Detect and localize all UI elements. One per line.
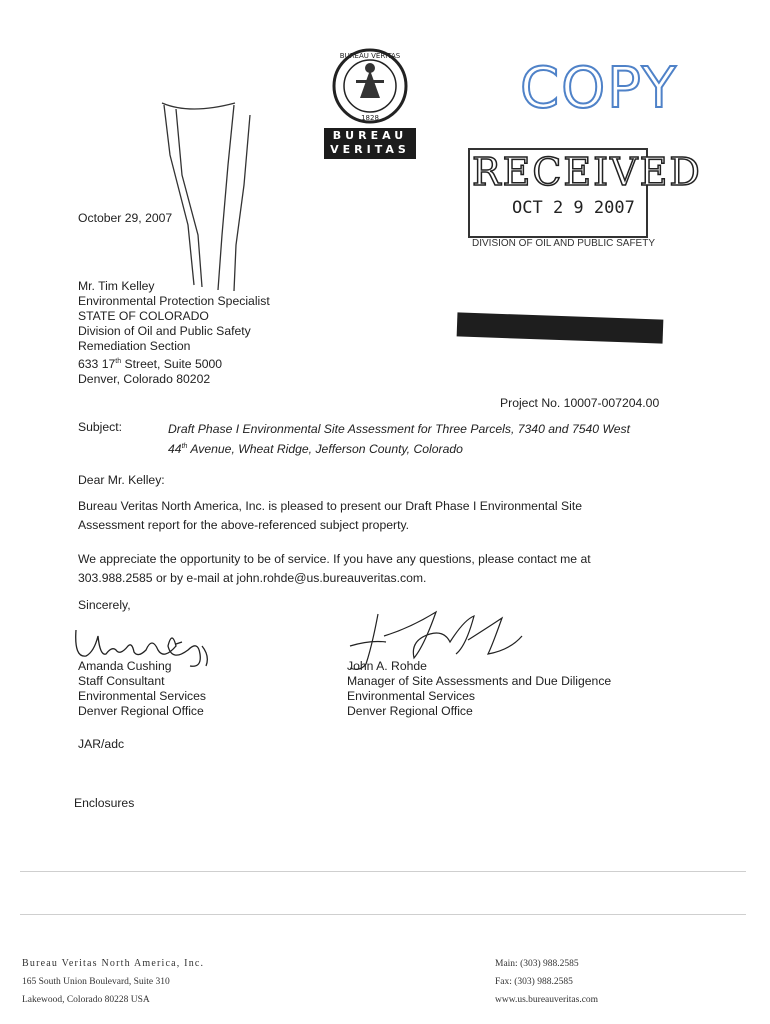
signer-1-office: Denver Regional Office (78, 704, 204, 718)
recipient-address (78, 279, 270, 387)
footer-website: www.us.bureauveritas.com (495, 995, 599, 1005)
subject-line-2-rest: Avenue, Wheat Ridge, Jefferson County, Colorado (187, 442, 463, 457)
received-stamp-division: DIVISION OF OIL AND PUBLIC SAFETY (472, 238, 656, 249)
copy-stamp: COPY (520, 56, 678, 121)
paragraph-1-line-2: Assessment report for the above-referenced subject property. (78, 518, 410, 532)
recipient-division: Division of Oil and Public Safety (78, 324, 251, 338)
salutation: Dear Mr. Kelley: (78, 473, 165, 487)
recipient-org: STATE OF COLORADO (78, 309, 209, 323)
footer-rule-1 (20, 871, 746, 872)
subject-text (168, 420, 668, 458)
paragraph-1-line-1: Bureau Veritas North America, Inc. is pleased to present our Draft Phase I Environmental Site (78, 499, 583, 513)
redaction-bar (457, 312, 664, 343)
seal-year: 1828 (361, 114, 379, 122)
bureau-veritas-seal-logo (330, 46, 410, 126)
enclosures: Enclosures (74, 796, 135, 810)
footer-rule-2 (20, 914, 746, 915)
subject-avenue-suffix: th (181, 443, 188, 450)
paragraph-2 (78, 550, 591, 588)
subject-avenue-number: 44 (168, 442, 182, 457)
signer-1-name: Amanda Cushing (78, 659, 172, 673)
street-suffix: th (115, 358, 122, 365)
paragraph-1 (78, 497, 582, 535)
reference-initials: JAR/adc (78, 737, 125, 751)
recipient-section: Remediation Section (78, 339, 191, 353)
signer-2-block (347, 659, 611, 719)
footer-fax: Fax: (303) 988.2585 (495, 977, 573, 987)
wordmark-line-2: VERITAS (330, 143, 410, 156)
signer-1-dept: Environmental Services (78, 689, 207, 703)
recipient-name: Mr. Tim Kelley (78, 279, 155, 293)
subject-line-2 (168, 438, 668, 458)
footer-company: Bureau Veritas North America, Inc. (22, 958, 205, 969)
recipient-street (78, 354, 270, 372)
footer-company-block (22, 955, 204, 1009)
paragraph-2-line-2: 303.988.2585 or by e-mail at john.rohde@us.bureauveritas.com. (78, 571, 427, 585)
handwritten-bracket-marks (150, 95, 280, 295)
project-number: Project No. 10007-007204.00 (500, 396, 660, 410)
signer-2-title: Manager of Site Assessments and Due Diligence (347, 674, 612, 688)
letter-date: October 29, 2007 (78, 211, 173, 225)
footer-address-2: Lakewood, Colorado 80228 USA (22, 995, 150, 1005)
seal-text: BUREAU VERITAS (339, 52, 401, 60)
subject-label: Subject: (78, 420, 123, 434)
recipient-city: Denver, Colorado 80202 (78, 372, 211, 387)
signer-2-name: John A. Rohde (347, 659, 427, 673)
wordmark-line-1: BUREAU (332, 129, 408, 142)
recipient-title: Environmental Protection Specialist (78, 294, 270, 308)
paragraph-2-line-1: We appreciate the opportunity to be of service. If you have any questions, please contact me at (78, 552, 591, 566)
signer-2-dept: Environmental Services (347, 689, 476, 703)
street-number: 633 17 (78, 357, 116, 372)
received-stamp-date: OCT 2 9 2007 (512, 198, 635, 218)
footer-address-1: 165 South Union Boulevard, Suite 310 (22, 977, 170, 987)
signer-2-office: Denver Regional Office (347, 704, 473, 718)
subject-line-1: Draft Phase I Environmental Site Assessment for Three Parcels, 7340 and 7540 West (168, 422, 630, 436)
street-rest: Street, Suite 5000 (121, 357, 223, 372)
footer-contact-block (495, 955, 598, 1009)
footer-main-phone: Main: (303) 988.2585 (495, 959, 579, 969)
bureau-veritas-wordmark (324, 128, 416, 159)
signer-1-block (78, 659, 206, 719)
closing: Sincerely, (78, 598, 131, 612)
received-stamp-text: RECEIVED (472, 150, 702, 194)
signer-1-title: Staff Consultant (78, 674, 165, 688)
